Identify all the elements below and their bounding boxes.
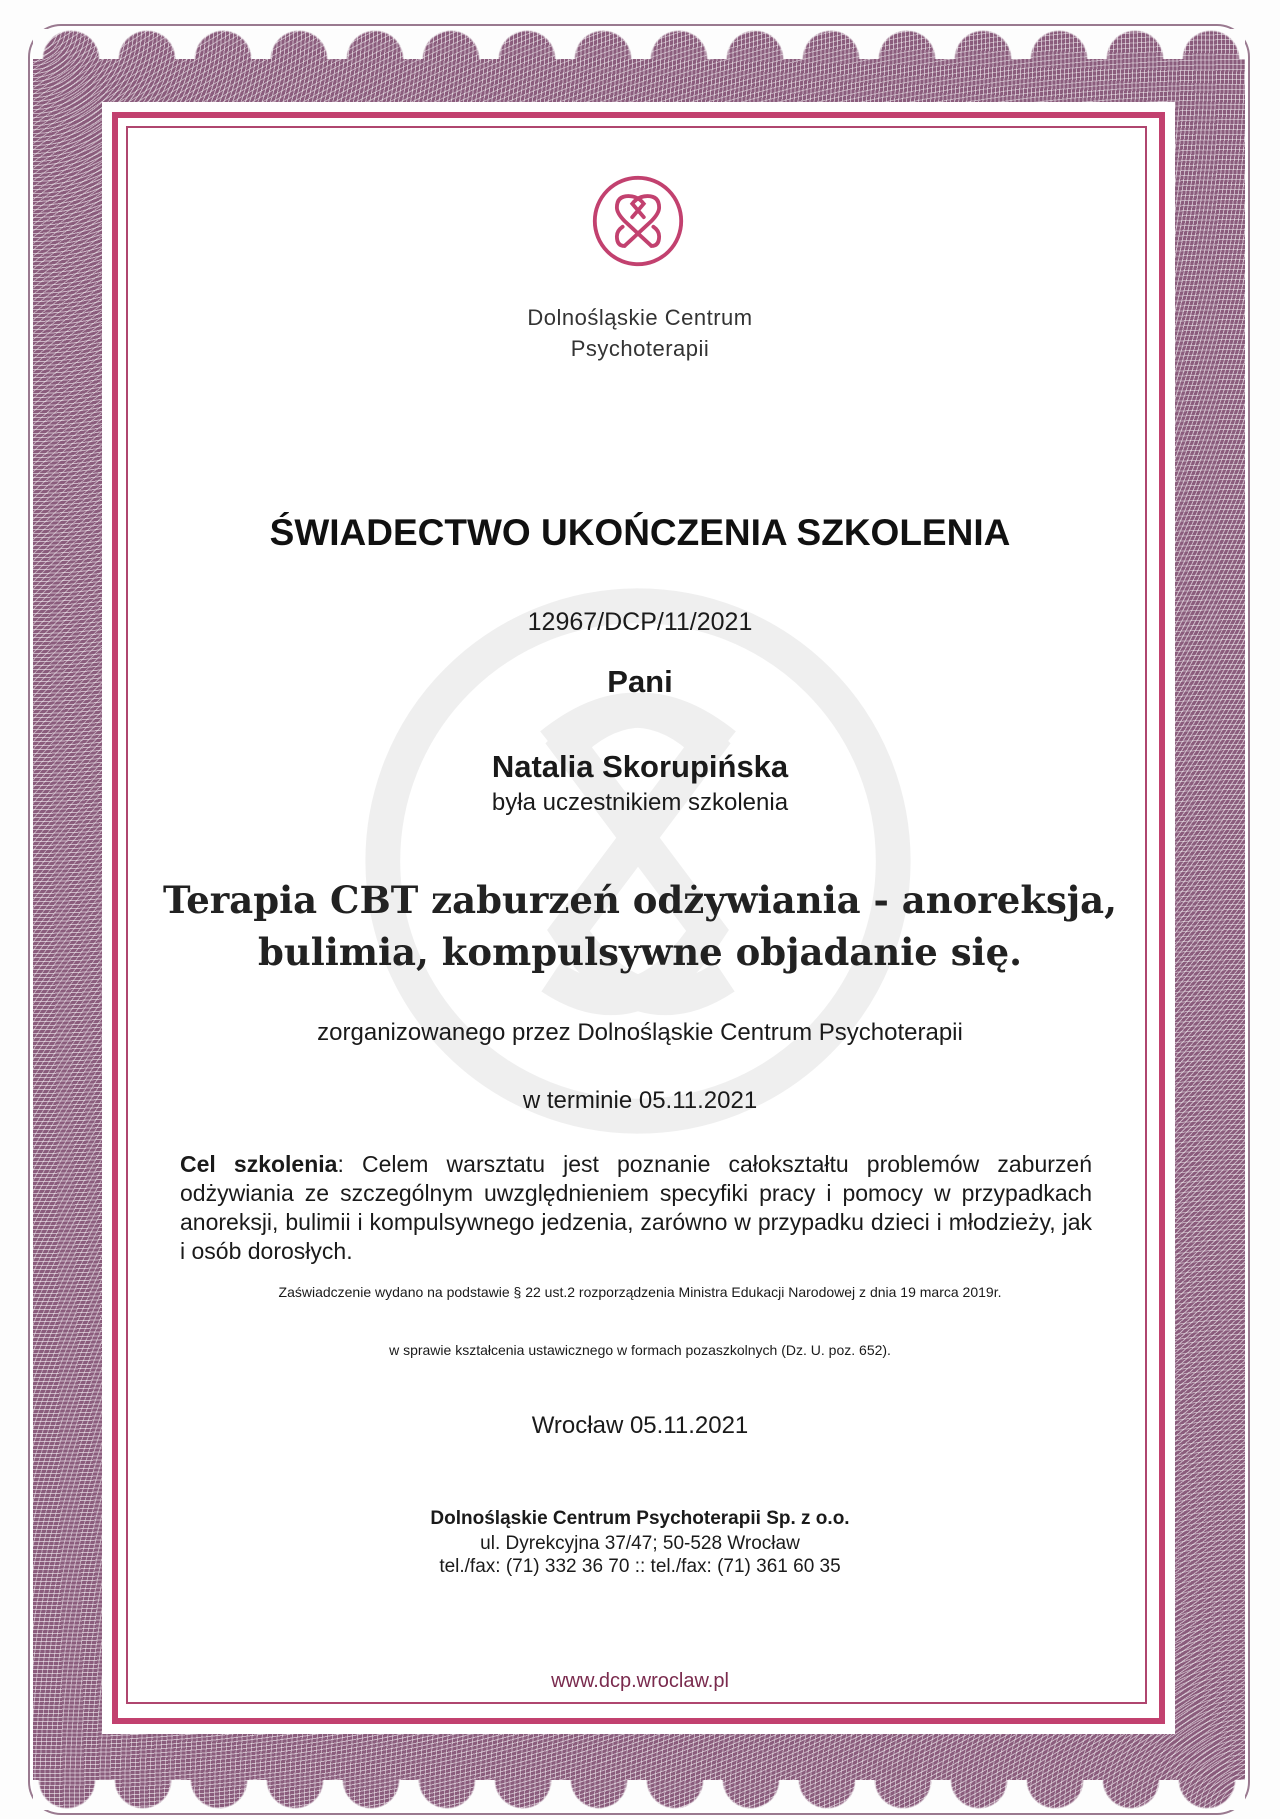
training-goal (180, 1150, 1092, 1266)
certificate-number: 12967/DCP/11/2021 (527, 608, 753, 636)
date-text: w terminie 05.11.2021 (522, 1087, 758, 1114)
dcp-logo-icon (590, 173, 686, 269)
goal-label: Cel szkolenia (180, 1151, 338, 1177)
footer-phones: tel./fax: (71) 332 36 70 :: tel./fax: (71) 361 60 35 (439, 1556, 841, 1577)
recipient-name: Natalia Skorupińska (491, 749, 789, 784)
footer-company: Dolnośląskie Centrum Psychoterapii Sp. z o.o. (430, 1508, 850, 1529)
place-date: Wrocław 05.11.2021 (531, 1412, 749, 1439)
course-title-line1: Terapia CBT zaburzeń odżywiania - anoreksja, (162, 878, 1118, 922)
organizer-text: zorganizowanego przez Dolnośląskie Centrum Psychoterapii (317, 1019, 963, 1046)
logo-text-line1: Dolnośląskie Centrum (527, 305, 753, 330)
course-title-line2: bulimia, kompulsywne objadanie się. (257, 930, 1023, 974)
border-scallop-bottom (33, 1780, 1245, 1810)
website-strip (0, 1670, 1280, 1693)
goal-text: : Celem warsztatu jest poznanie całokształtu problemów zaburzeń odżywiania ze szczególnym uwzględnieniem specyfiki pracy i pomocy w przypadkach anoreksji, bulimii i kompulsywnego jedzenia, zarówno w przypadku dzieci i młodzieży, jak i osób dorosłych. (180, 1151, 1093, 1264)
certificate-title: ŚWIADECTWO UKOŃCZENIA SZKOLENIA (269, 512, 1011, 553)
legal-basis-line1: Zaświadczenie wydano na podstawie § 22 ust.2 rozporządzenia Ministra Edukacji Narodowej z dnia 19 marca 2019r. (278, 1284, 1002, 1300)
participation-text: była uczestnikiem szkolenia (491, 789, 789, 816)
logo-text-line2: Psychoterapii (570, 336, 710, 361)
border-scallop-top (33, 29, 1245, 59)
salutation: Pani (607, 664, 673, 699)
footer-address: ul. Dyrekcyjna 37/47; 50-528 Wrocław (480, 1533, 800, 1554)
watermark-logo-icon (348, 571, 928, 1151)
website-link[interactable]: www.dcp.wroclaw.pl (529, 1670, 751, 1692)
legal-basis-line2: w sprawie kształcenia ustawicznego w formach pozaszkolnych (Dz. U. poz. 652). (389, 1342, 891, 1358)
